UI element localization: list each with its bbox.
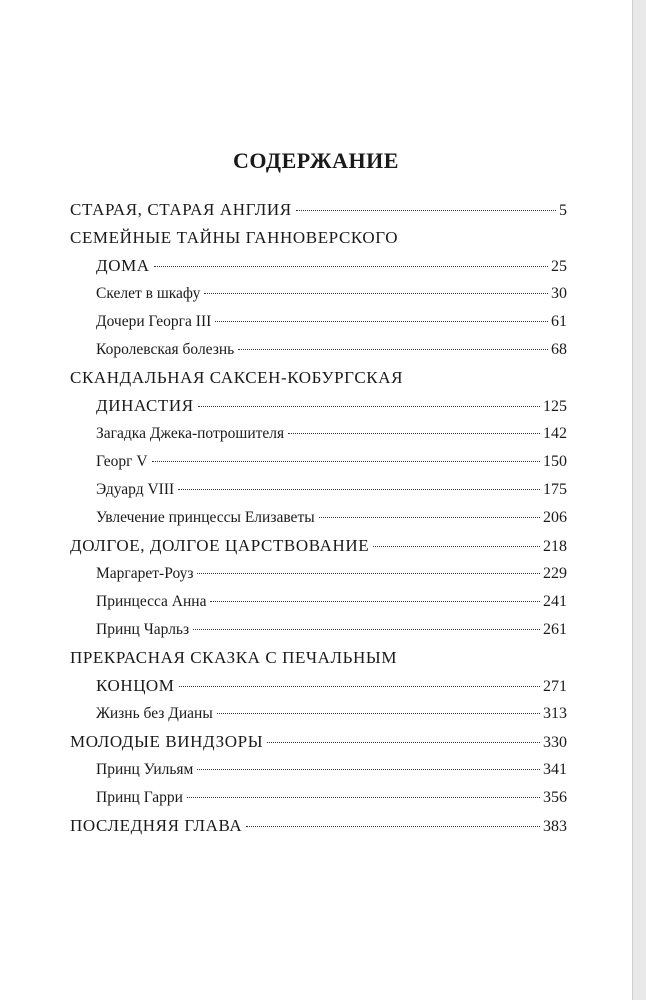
toc-section xyxy=(70,476,567,504)
toc-section xyxy=(70,784,567,812)
toc-entry-title: ПРЕКРАСНАЯ СКАЗКА С ПЕЧАЛЬНЫМ xyxy=(70,648,398,667)
toc-entry-title: Георг V xyxy=(96,453,148,470)
dot-leader xyxy=(197,769,540,770)
toc-page-number: 383 xyxy=(543,818,567,835)
toc-page-number: 341 xyxy=(543,761,567,778)
toc-page-number: 68 xyxy=(551,341,567,358)
toc-entry-title: Увлечение принцессы Елизаветы xyxy=(96,509,315,526)
toc-entry-title: ПОСЛЕДНЯЯ ГЛАВА xyxy=(70,816,243,835)
toc-chapter xyxy=(70,196,567,224)
toc-entry-title: Принцесса Анна xyxy=(96,593,207,610)
toc-page-number: 25 xyxy=(551,258,567,275)
toc-page-number: 175 xyxy=(543,481,567,498)
dot-leader xyxy=(193,629,540,630)
toc-section xyxy=(70,448,567,476)
toc-entry-title: КОНЦОМ xyxy=(96,676,175,695)
toc-chapter xyxy=(70,364,567,392)
dot-leader xyxy=(296,210,556,211)
toc-page-number: 271 xyxy=(543,678,567,695)
toc-page-number: 206 xyxy=(543,509,567,526)
toc-chapter xyxy=(70,644,567,672)
toc-section xyxy=(70,588,567,616)
dot-leader xyxy=(187,797,540,798)
dot-leader xyxy=(179,686,540,687)
toc-entry-title: ДИНАСТИЯ xyxy=(96,396,194,415)
toc-chapter xyxy=(70,224,567,252)
toc-entry-title: Королевская болезнь xyxy=(96,341,235,358)
toc-page-number: 142 xyxy=(543,425,567,442)
toc-entry-title: Принц Уильям xyxy=(96,761,194,778)
toc-entry-title: СКАНДАЛЬНАЯ САКСЕН-КОБУРГСКАЯ xyxy=(70,368,404,387)
dot-leader xyxy=(178,489,540,490)
toc-page-number: 61 xyxy=(551,313,567,330)
toc-entry-title: Загадка Джека-потрошителя xyxy=(96,425,285,442)
toc-section xyxy=(70,280,567,308)
toc-page-number: 330 xyxy=(543,734,567,751)
toc-entry-title: СТАРАЯ, СТАРАЯ АНГЛИЯ xyxy=(70,200,292,219)
toc-entry-title: Жизнь без Дианы xyxy=(96,705,213,722)
dot-leader xyxy=(246,826,540,827)
dot-leader xyxy=(267,742,540,743)
toc-section xyxy=(70,616,567,644)
toc-page-number: 150 xyxy=(543,453,567,470)
toc-chapter-continuation xyxy=(70,392,567,420)
toc-chapter-continuation xyxy=(70,672,567,700)
dot-leader xyxy=(197,573,540,574)
toc-chapter xyxy=(70,532,567,560)
toc-page-number: 218 xyxy=(543,538,567,555)
toc-entry-title: Эдуард VIII xyxy=(96,481,175,498)
dot-leader xyxy=(204,293,548,294)
toc-chapter xyxy=(70,812,567,840)
toc-page-number: 313 xyxy=(543,705,567,722)
toc-entry-title: Скелет в шкафу xyxy=(96,285,201,302)
toc-entry-title: ДОЛГОЕ, ДОЛГОЕ ЦАРСТВОВАНИЕ xyxy=(70,536,370,555)
toc-chapter xyxy=(70,728,567,756)
toc-entry-title: Дочери Георга III xyxy=(96,313,212,330)
dot-leader xyxy=(373,546,540,547)
toc-page-number: 229 xyxy=(543,565,567,582)
dot-leader xyxy=(198,406,540,407)
toc-page-number: 30 xyxy=(551,285,567,302)
dot-leader xyxy=(152,461,540,462)
toc-section xyxy=(70,756,567,784)
toc-entry-title: Маргарет-Роуз xyxy=(96,565,194,582)
toc-page-number: 241 xyxy=(543,593,567,610)
dot-leader xyxy=(319,517,540,518)
dot-leader xyxy=(288,433,540,434)
toc-entry-title: ДОМА xyxy=(96,256,150,275)
toc-page-number: 5 xyxy=(559,202,567,219)
toc-entry-title: Принц Гарри xyxy=(96,789,183,806)
toc-section xyxy=(70,308,567,336)
page-title: СОДЕРЖАНИЕ xyxy=(233,148,399,173)
toc-page-number: 261 xyxy=(543,621,567,638)
dot-leader xyxy=(215,321,548,322)
toc-section xyxy=(70,700,567,728)
dot-leader xyxy=(154,266,548,267)
toc-page-number: 356 xyxy=(543,789,567,806)
toc-section xyxy=(70,420,567,448)
dot-leader xyxy=(210,601,540,602)
dot-leader xyxy=(238,349,548,350)
toc-entry-title: Принц Чарльз xyxy=(96,621,190,638)
toc-section xyxy=(70,560,567,588)
toc-page-number: 125 xyxy=(543,398,567,415)
dot-leader xyxy=(217,713,540,714)
table-of-contents xyxy=(70,196,567,840)
toc-entry-title: СЕМЕЙНЫЕ ТАЙНЫ ГАННОВЕРСКОГО xyxy=(70,228,399,247)
toc-section xyxy=(70,336,567,364)
toc-entry-title: МОЛОДЫЕ ВИНДЗОРЫ xyxy=(70,732,264,751)
toc-chapter-continuation xyxy=(70,252,567,280)
toc-section xyxy=(70,504,567,532)
